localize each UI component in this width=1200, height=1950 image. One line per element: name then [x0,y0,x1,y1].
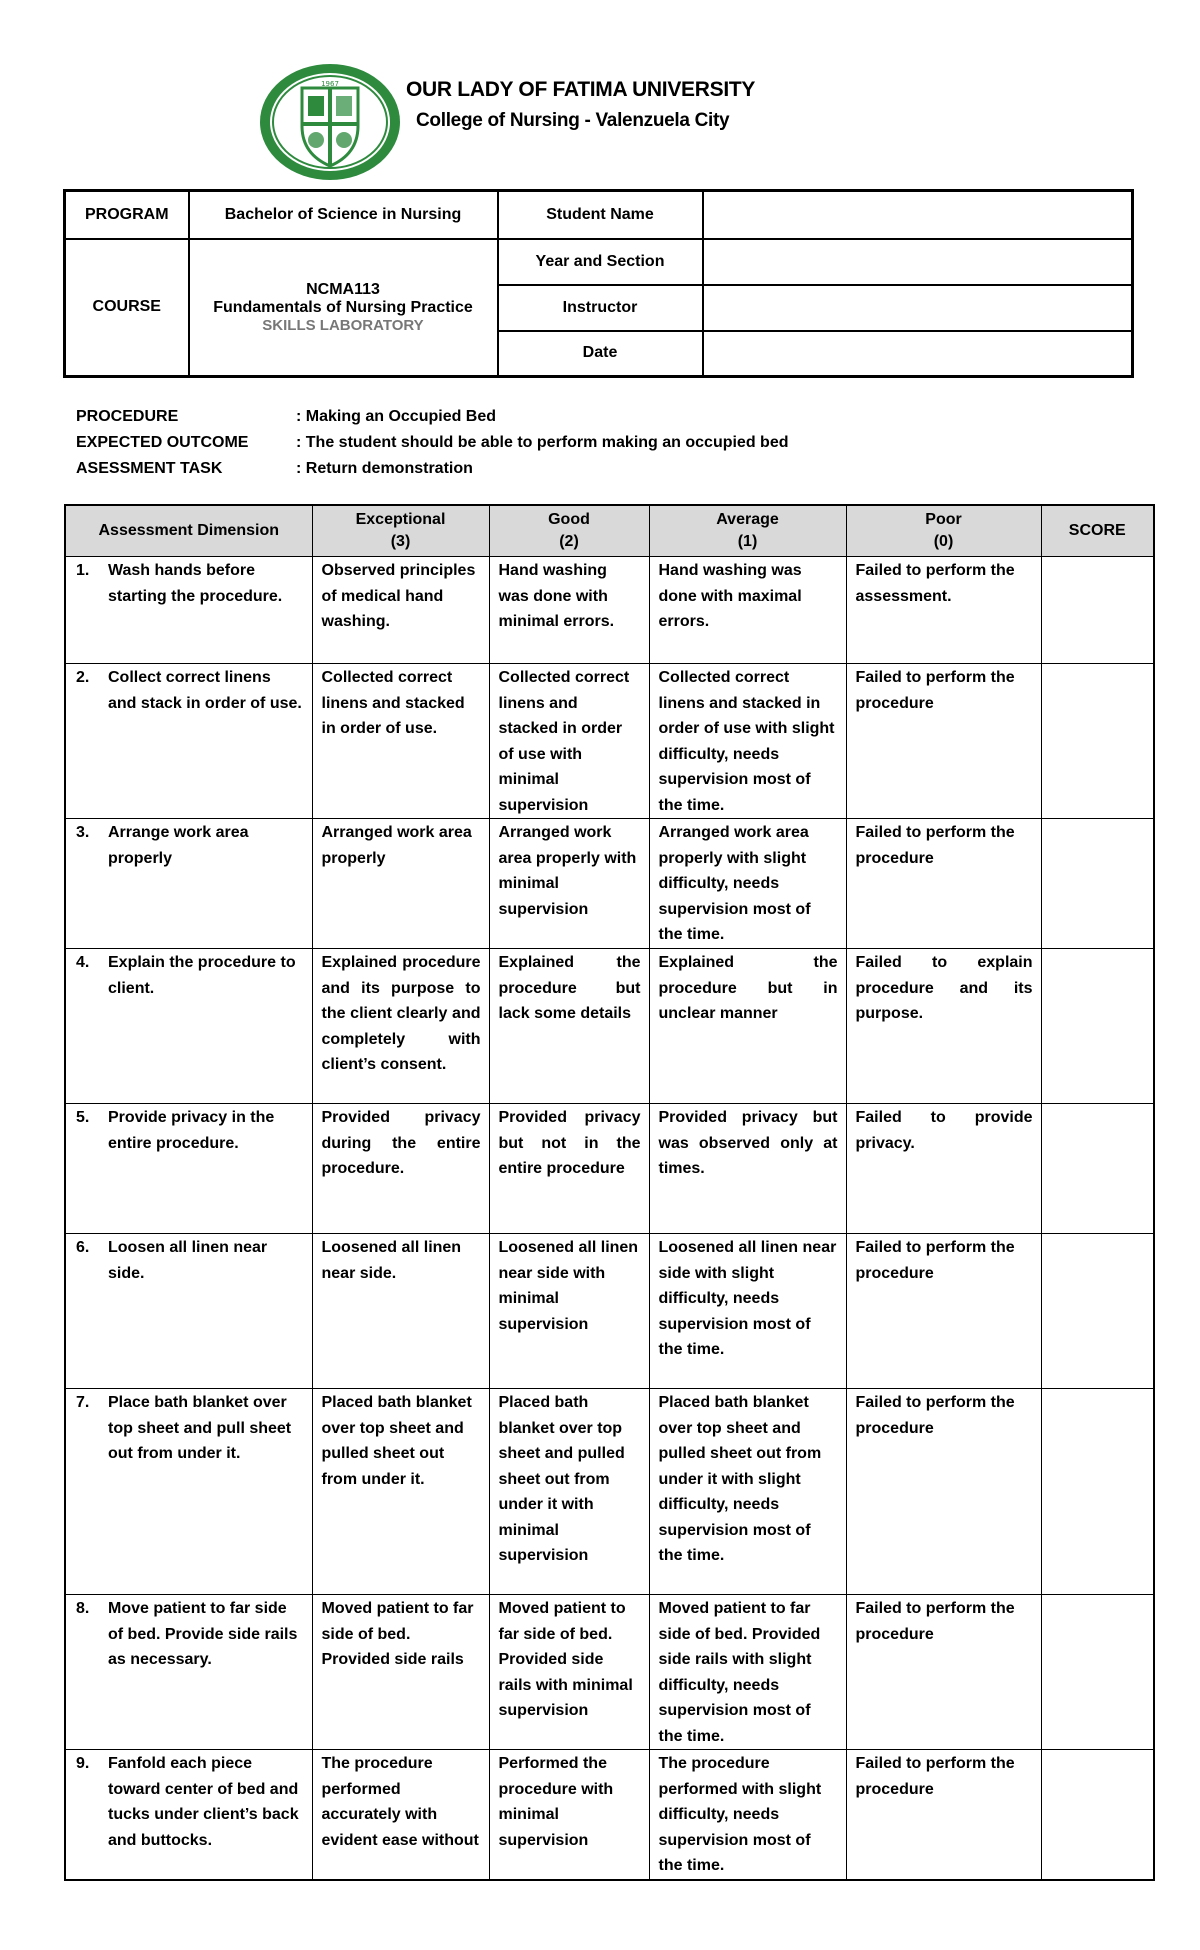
poor-criteria-cell: Failed to perform the procedure [846,1234,1041,1389]
dimension-wrap [76,820,304,871]
average-criteria-cell: Loosened all linen near side with slight difficulty, needs supervision most of the time. [649,1234,846,1389]
score-cell[interactable] [1041,1389,1154,1595]
dimension-number: 3. [76,824,90,841]
header-good [489,505,649,557]
good-criteria-cell: Performed the procedure with minimal supervision [489,1750,649,1880]
average-criteria-cell: Placed bath blanket over top sheet and pulled sheet out from under it with slight difficulty, needs supervision most of the time. [649,1389,846,1595]
dimension-cell [65,819,312,949]
rubric-row [65,1104,1154,1234]
score-cell[interactable] [1041,1595,1154,1750]
dimension-number: 8. [76,1600,90,1617]
header-good-points: (2) [559,533,579,550]
dimension-wrap [76,665,304,716]
good-criteria-cell: Arranged work area properly with minimal supervision [489,819,649,949]
university-seal-logo [258,62,404,182]
course-cell [189,239,498,377]
dimension-number: 7. [76,1394,90,1411]
good-criteria-cell: Collected correct linens and stacked in order of use with minimal supervision [489,664,649,819]
outcome-row [76,430,789,456]
score-cell[interactable] [1041,1750,1154,1880]
average-criteria-cell: Moved patient to far side of bed. Provided side rails with slight difficulty, needs supervision most of the time. [649,1595,846,1750]
score-cell[interactable] [1041,1234,1154,1389]
dimension-cell [65,1104,312,1234]
header-exceptional-points: (3) [390,533,411,550]
dimension-text: Place bath blanket over top sheet and pull sheet out from under it. [108,1394,292,1462]
dimension-wrap [76,1390,304,1467]
seal-year: 1967 [321,80,339,88]
procedure-value: : Making an Occupied Bed [296,408,497,425]
exceptional-criteria-cell: Arranged work area properly [312,819,489,949]
header-average-label: Average [716,511,779,528]
poor-criteria-cell: Failed to explain procedure and its purpose. [846,949,1041,1104]
poor-criteria-cell: Failed to perform the procedure [846,1389,1041,1595]
dimension-cell [65,557,312,664]
rubric-row [65,664,1154,819]
exceptional-criteria-cell: Loosened all linen near side. [312,1234,489,1389]
score-cell[interactable] [1041,1104,1154,1234]
program-label: PROGRAM [65,191,189,239]
dimension-cell [65,664,312,819]
header-good-label: Good [548,511,590,528]
poor-criteria-cell: Failed to perform the procedure [846,819,1041,949]
good-criteria-cell: Provided privacy but not in the entire procedure [489,1104,649,1234]
date-field[interactable] [703,331,1133,377]
dimension-number: 1. [76,562,90,579]
rubric-body [65,557,1154,1880]
dimension-text: Wash hands before starting the procedure. [108,562,283,605]
average-criteria-cell: Collected correct linens and stacked in order of use with slight difficulty, needs supervision most of the time. [649,664,846,819]
dimension-text: Explain the procedure to client. [108,954,296,997]
procedure-row [76,404,789,430]
dimension-number: 2. [76,669,90,686]
task-label: ASESSMENT TASK [76,460,223,477]
rubric-row [65,1750,1154,1880]
header-poor-label: Poor [925,511,962,528]
good-criteria-cell: Loosened all linen near side with minimal supervision [489,1234,649,1389]
dimension-text: Provide privacy in the entire procedure. [108,1109,275,1152]
course-code: NCMA113 [306,280,380,298]
exceptional-criteria-cell: The procedure performed accurately with evident ease without [312,1750,489,1880]
rubric-row [65,1595,1154,1750]
program-value: Bachelor of Science in Nursing [189,191,498,239]
dimension-cell [65,1750,312,1880]
task-row [76,456,789,482]
header-poor [846,505,1041,557]
year-section-label: Year and Section [498,239,703,285]
rubric-table [64,504,1155,1881]
exceptional-criteria-cell: Observed principles of medical hand washing. [312,557,489,664]
dimension-wrap [76,950,304,1001]
date-label: Date [498,331,703,377]
good-criteria-cell: Hand washing was done with minimal errors. [489,557,649,664]
year-section-field[interactable] [703,239,1133,285]
dimension-wrap [76,1235,304,1286]
average-criteria-cell: Arranged work area properly with slight difficulty, needs supervision most of the time. [649,819,846,949]
outcome-value: : The student should be able to perform making an occupied bed [296,434,789,451]
page-header [258,62,958,182]
header-score: SCORE [1041,505,1154,557]
poor-criteria-cell: Failed to perform the procedure [846,1750,1041,1880]
header-exceptional [312,505,489,557]
dimension-wrap [76,1596,304,1673]
poor-criteria-cell: Failed to perform the assessment. [846,557,1041,664]
student-name-field[interactable] [703,191,1133,239]
dimension-wrap [76,558,304,609]
course-label: COURSE [65,239,189,377]
header-dimension: Assessment Dimension [65,505,312,557]
dimension-cell [65,1234,312,1389]
poor-criteria-cell: Failed to provide privacy. [846,1104,1041,1234]
college-name: College of Nursing - Valenzuela City [416,110,730,131]
score-cell[interactable] [1041,819,1154,949]
dimension-text: Fanfold each piece toward center of bed and tucks under client’s back and buttocks. [108,1755,299,1849]
rubric-row [65,819,1154,949]
outcome-label: EXPECTED OUTCOME [76,434,249,451]
student-name-label: Student Name [498,191,703,239]
dimension-text: Move patient to far side of bed. Provide side rails as necessary. [108,1600,298,1668]
good-criteria-cell: Moved patient to far side of bed. Provided side rails with minimal supervision [489,1595,649,1750]
exceptional-criteria-cell: Moved patient to far side of bed. Provided side rails [312,1595,489,1750]
dimension-text: Arrange work area properly [108,824,249,867]
dimension-cell [65,949,312,1104]
exceptional-criteria-cell: Provided privacy during the entire procedure. [312,1104,489,1234]
rubric-row [65,557,1154,664]
header-poor-points: (0) [933,533,954,550]
task-value: : Return demonstration [296,460,473,477]
poor-criteria-cell: Failed to perform the procedure [846,664,1041,819]
procedure-block [76,404,789,482]
average-criteria-cell: Explained the procedure but in unclear manner [649,949,846,1104]
dimension-wrap [76,1105,304,1156]
dimension-cell [65,1595,312,1750]
average-criteria-cell: The procedure performed with slight difficulty, needs supervision most of the time. [649,1750,846,1880]
instructor-label: Instructor [498,285,703,331]
exceptional-criteria-cell: Explained procedure and its purpose to the client clearly and completely with client’s consent. [312,949,489,1104]
poor-criteria-cell: Failed to perform the procedure [846,1595,1041,1750]
score-cell[interactable] [1041,664,1154,819]
average-criteria-cell: Hand washing was done with maximal errors. [649,557,846,664]
exceptional-criteria-cell: Placed bath blanket over top sheet and pulled sheet out from under it. [312,1389,489,1595]
rubric-row [65,1234,1154,1389]
dimension-number: 5. [76,1109,90,1126]
dimension-text: Loosen all linen near side. [108,1239,268,1282]
header-average-points: (1) [737,533,758,550]
course-subtitle: SKILLS LABORATORY [262,316,424,334]
score-cell[interactable] [1041,557,1154,664]
dimension-wrap [76,1751,304,1853]
average-criteria-cell: Provided privacy but was observed only at times. [649,1104,846,1234]
instructor-field[interactable] [703,285,1133,331]
rubric-row [65,949,1154,1104]
dimension-cell [65,1389,312,1595]
university-name: OUR LADY OF FATIMA UNIVERSITY [406,78,756,101]
score-cell[interactable] [1041,949,1154,1104]
dimension-number: 4. [76,954,90,971]
dimension-number: 6. [76,1239,90,1256]
good-criteria-cell: Explained the procedure but lack some details [489,949,649,1104]
header-average [649,505,846,557]
procedure-label: PROCEDURE [76,408,179,425]
exceptional-criteria-cell: Collected correct linens and stacked in order of use. [312,664,489,819]
dimension-text: Collect correct linens and stack in order of use. [108,669,302,712]
header-exceptional-label: Exceptional [355,511,446,528]
good-criteria-cell: Placed bath blanket over top sheet and pulled sheet out from under it with minimal supervision [489,1389,649,1595]
dimension-number: 9. [76,1755,90,1772]
info-table [63,189,1134,378]
rubric-row [65,1389,1154,1595]
course-title: Fundamentals of Nursing Practice [213,298,473,316]
